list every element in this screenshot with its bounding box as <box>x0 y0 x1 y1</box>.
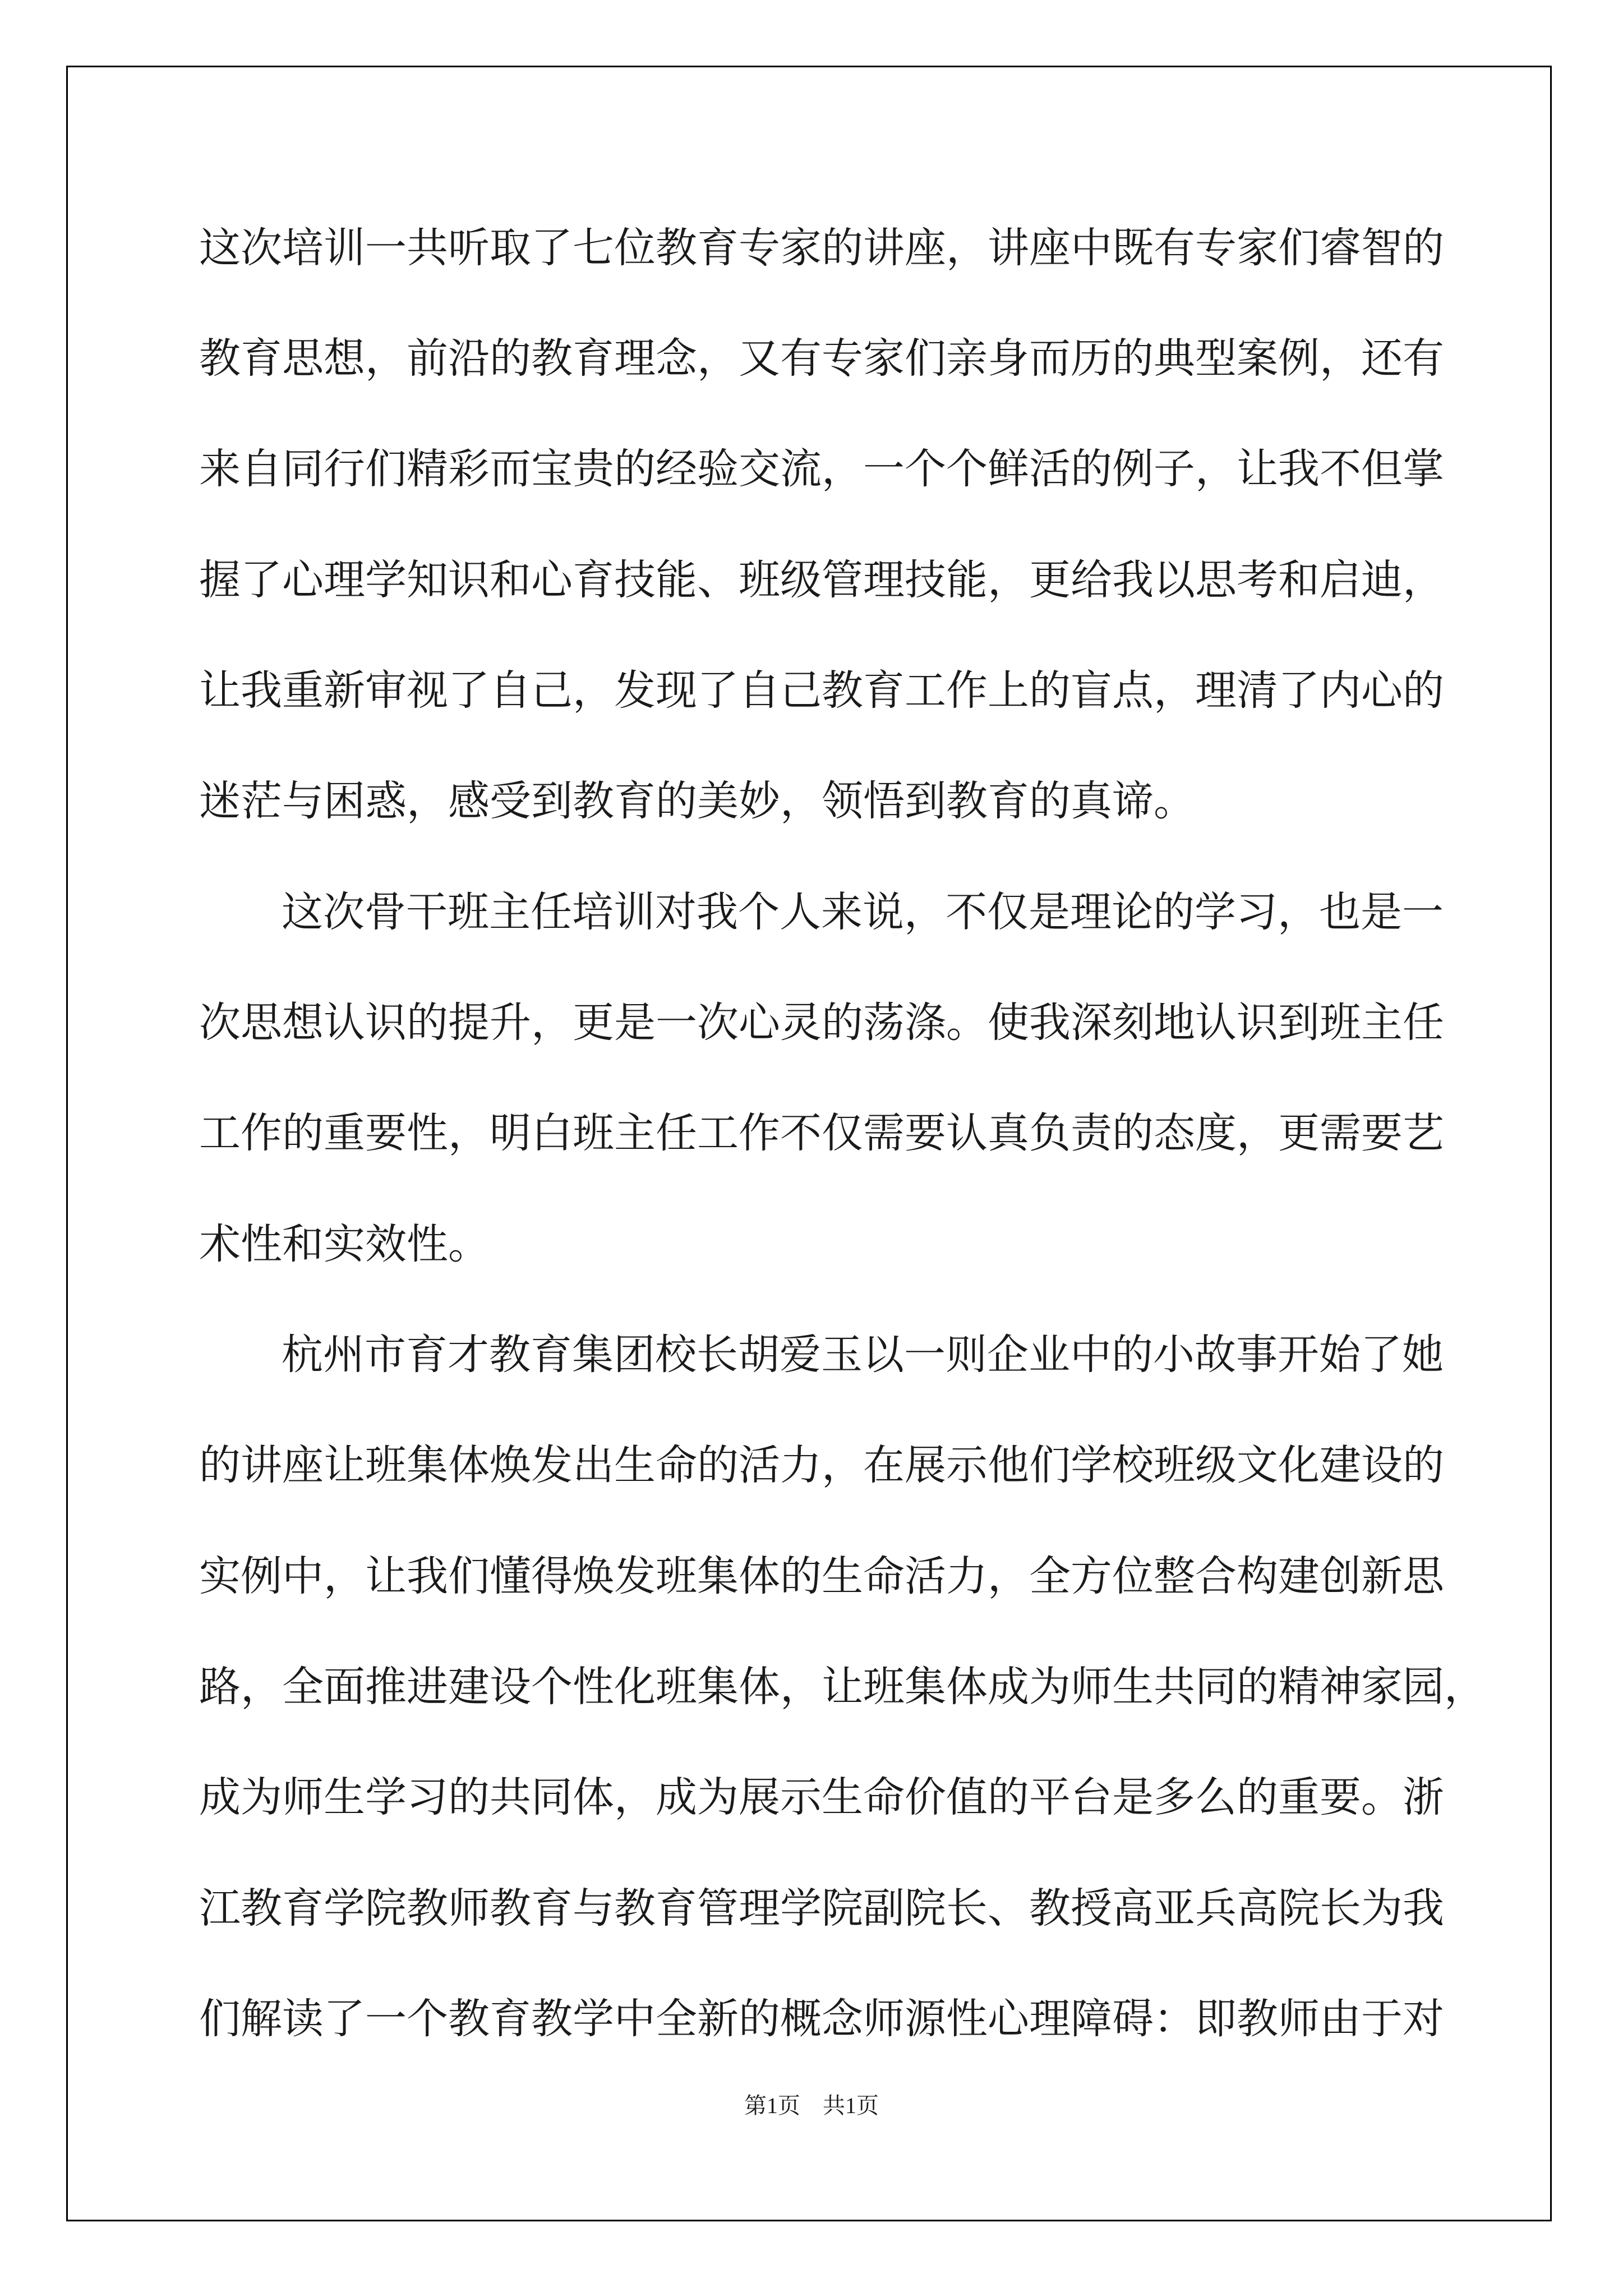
text-line: 这次培训一共听取了七位教育专家的讲座，讲座中既有专家们睿智的 <box>199 224 1444 272</box>
text-line: 次思想认识的提升，更是一次心灵的荡涤。使我深刻地认识到班主任 <box>199 999 1444 1047</box>
text-line: 术性和实效性。 <box>199 1220 490 1268</box>
text-line: 教育思想，前沿的教育理念，又有专家们亲身而历的典型案例，还有 <box>199 334 1444 383</box>
text-line: 实例中，让我们懂得焕发班集体的生命活力，全方位整合构建创新思 <box>199 1552 1444 1600</box>
page-number-footer: 第1页 共1页 <box>744 2093 879 2118</box>
text-line: 来自同行们精彩而宝贵的经验交流，一个个鲜活的例子，让我不但掌 <box>199 445 1444 493</box>
text-line: 成为师生学习的共同体，成为展示生命价值的平台是多么的重要。浙 <box>199 1773 1444 1821</box>
paragraph-first-line: 杭州市育才教育集团校长胡爱玉以一则企业中的小故事开始了她 <box>282 1331 1444 1379</box>
text-line: 们解读了一个教育教学中全新的概念师源性心理障碍：即教师由于对 <box>199 1995 1444 2043</box>
text-line: 握了心理学知识和心育技能、班级管理技能，更给我以思考和启迪， <box>199 556 1444 604</box>
text-line: 让我重新审视了自己，发现了自己教育工作上的盲点，理清了内心的 <box>199 666 1444 715</box>
text-line: 路，全面推进建设个性化班集体，让班集体成为师生共同的精神家园， <box>199 1663 1486 1711</box>
text-line: 工作的重要性，明白班主任工作不仅需要认真负责的态度，更需要艺 <box>199 1109 1444 1157</box>
text-line: 的讲座让班集体焕发出生命的活力，在展示他们学校班级文化建设的 <box>199 1441 1444 1489</box>
text-line: 江教育学院教师教育与教育管理学院副院长、教授高亚兵高院长为我 <box>199 1884 1444 1932</box>
paragraph-first-line: 这次骨干班主任培训对我个人来说，不仅是理论的学习，也是一 <box>282 888 1444 936</box>
text-line: 迷茫与困惑，感受到教育的美妙，领悟到教育的真谛。 <box>199 777 1195 825</box>
